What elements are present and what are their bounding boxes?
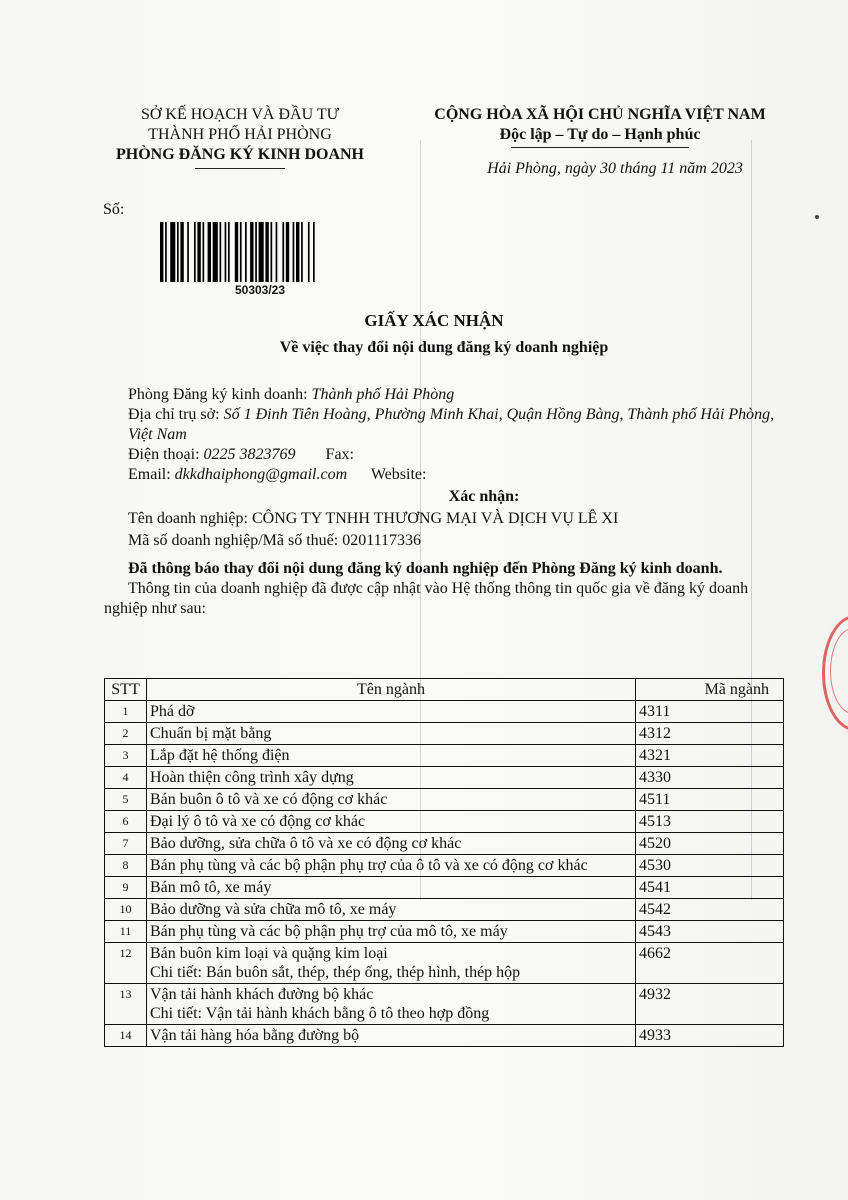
document-subtitle: Về việc thay đổi nội dung đăng ký doanh nghiệp [279, 339, 609, 356]
row-code: 4513 [636, 811, 784, 833]
barcode-bar [180, 222, 183, 282]
confirm-heading: Xác nhận: [448, 488, 520, 505]
company-row [104, 509, 784, 529]
email-value: dkkdhaiphong@gmail.com [174, 466, 348, 483]
row-code: 4311 [636, 701, 784, 723]
row-name-cell [147, 921, 636, 943]
row-name-cell [147, 767, 636, 789]
table-row [105, 745, 784, 767]
table-row [105, 921, 784, 943]
barcode-bar [255, 222, 257, 282]
tax-label: Mã số doanh nghiệp/Mã số thuế: [128, 532, 339, 549]
row-name: Chuẩn bị mặt bằng [150, 725, 272, 742]
barcode-bar [177, 222, 179, 282]
barcode-bar [213, 222, 218, 282]
business-lines-table [104, 678, 784, 1047]
barcode-bar [259, 222, 264, 282]
row-code: 4312 [636, 723, 784, 745]
row-name-cell [147, 1025, 636, 1047]
row-code: 4520 [636, 833, 784, 855]
row-stt: 8 [105, 855, 147, 877]
issue-date: Hải Phòng, ngày 30 tháng 11 năm 2023 [487, 160, 743, 177]
tax-value: 0201117336 [342, 532, 422, 549]
barcode-bar [208, 222, 211, 282]
row-name-cell [147, 701, 636, 723]
fax-label: Fax: [325, 446, 354, 463]
row-name-cell [147, 943, 636, 984]
barcode-bar [228, 222, 230, 282]
barcode-number: 50303/23 [234, 283, 286, 297]
barcode-bar [160, 222, 163, 282]
barcode-bar [296, 222, 299, 282]
header-name: Tên ngành [147, 679, 636, 701]
website-label: Website: [370, 466, 427, 483]
notice-text: Thông tin của doanh nghiệp đã được cập nhật vào Hệ thống thông tin quốc gia về đăng ký doanh nghiệp như sau: [104, 580, 749, 617]
row-name: Lắp đặt hệ thống điện [150, 747, 290, 764]
barcode-bar [265, 222, 268, 282]
barcode-bar [203, 222, 205, 282]
address-label: Địa chỉ trụ sở: [128, 406, 220, 423]
header-code: Mã ngành [636, 679, 784, 701]
office-value: Thành phố Hải Phòng [311, 386, 455, 403]
row-detail: Chi tiết: Vận tải hành khách bằng ô tô theo hợp đồng [150, 1005, 490, 1022]
header-right [415, 105, 785, 148]
row-stt: 5 [105, 789, 147, 811]
table-header-row [105, 679, 784, 701]
barcode [160, 222, 360, 282]
row-stt: 9 [105, 877, 147, 899]
row-code: 4542 [636, 899, 784, 921]
barcode-bar [197, 222, 200, 282]
ministry-line: SỞ KẾ HOẠCH VÀ ĐẦU TƯ [140, 106, 340, 123]
email-row [104, 465, 784, 485]
row-code: 4933 [636, 1025, 784, 1047]
row-name: Vận tải hành khách đường bộ khác [150, 986, 374, 1003]
row-name: Đại lý ô tô và xe có động cơ khác [150, 813, 366, 830]
row-code: 4330 [636, 767, 784, 789]
address-row [104, 405, 784, 445]
row-name-cell [147, 745, 636, 767]
row-code: 4932 [636, 984, 784, 1025]
city-line: THÀNH PHỐ HẢI PHÒNG [148, 126, 332, 143]
table-row [105, 811, 784, 833]
barcode-bar [308, 222, 310, 282]
office-line: PHÒNG ĐĂNG KÝ KINH DOANH [116, 146, 364, 163]
barcode-bar [301, 222, 303, 282]
row-code: 4530 [636, 855, 784, 877]
row-code: 4662 [636, 943, 784, 984]
row-name-cell [147, 984, 636, 1025]
notice-bold: Đã thông báo thay đổi nội dung đăng ký doanh nghiệp đến Phòng Đăng ký kinh doanh. [128, 560, 723, 577]
row-name: Bán buôn kim loại và quặng kim loại [150, 945, 388, 962]
row-stt: 7 [105, 833, 147, 855]
table-row [105, 943, 784, 984]
row-name: Bảo dưỡng, sửa chữa ô tô và xe có động cơ khác [150, 835, 462, 852]
document-body [104, 385, 784, 619]
row-name: Hoàn thiện công trình xây dựng [150, 769, 354, 786]
row-stt: 1 [105, 701, 147, 723]
row-name-cell [147, 899, 636, 921]
table-row [105, 767, 784, 789]
table-row [105, 984, 784, 1025]
table-row [105, 1025, 784, 1047]
row-name: Phá dỡ [150, 703, 195, 720]
barcode-bar [276, 222, 278, 282]
table-row [105, 855, 784, 877]
document-title: GIẤY XÁC NHẬN [364, 311, 504, 330]
row-stt: 14 [105, 1025, 147, 1047]
barcode-bar [220, 222, 222, 282]
row-code: 4321 [636, 745, 784, 767]
row-name-cell [147, 833, 636, 855]
row-name: Bảo dưỡng và sửa chữa mô tô, xe máy [150, 901, 397, 918]
number-label: Số: [103, 201, 125, 218]
row-code: 4541 [636, 877, 784, 899]
row-name: Vận tải hàng hóa bằng đường bộ [150, 1027, 360, 1044]
table-row [105, 701, 784, 723]
company-value: CÔNG TY TNHH THƯƠNG MẠI VÀ DỊCH VỤ LÊ XI [251, 510, 619, 527]
row-code: 4543 [636, 921, 784, 943]
row-name: Bán buôn ô tô và xe có động cơ khác [150, 791, 388, 808]
table-row [105, 833, 784, 855]
barcode-bar [250, 222, 253, 282]
office-label: Phòng Đăng ký kinh doanh: [128, 386, 308, 403]
barcode-bar [225, 222, 227, 282]
barcode-bar [187, 222, 189, 282]
phone-value: 0225 3823769 [203, 446, 296, 463]
barcode-graphic [160, 222, 360, 282]
table-row [105, 899, 784, 921]
table-row [105, 789, 784, 811]
row-code: 4511 [636, 789, 784, 811]
email-label: Email: [128, 466, 171, 483]
barcode-bar [165, 222, 167, 282]
row-stt: 2 [105, 723, 147, 745]
table-row [105, 723, 784, 745]
row-detail: Chi tiết: Bán buôn sắt, thép, thép ống, thép hình, thép hộp [150, 964, 521, 981]
barcode-bar [245, 222, 247, 282]
barcode-bar [286, 222, 289, 282]
header-left-rule [195, 168, 285, 169]
barcode-bar [293, 222, 295, 282]
barcode-bar [282, 222, 284, 282]
row-name: Bán phụ tùng và các bộ phận phụ trợ của ô tô và xe có động cơ khác [150, 857, 588, 874]
row-stt: 3 [105, 745, 147, 767]
barcode-bar [271, 222, 273, 282]
table-row [105, 877, 784, 899]
barcode-bar [240, 222, 242, 282]
barcode-bar [235, 222, 238, 282]
row-name-cell [147, 789, 636, 811]
row-name: Bán phụ tùng và các bộ phận phụ trợ của mô tô, xe máy [150, 923, 508, 940]
row-stt: 4 [105, 767, 147, 789]
header-stt: STT [105, 679, 147, 701]
row-name-cell [147, 877, 636, 899]
row-name-cell [147, 855, 636, 877]
scan-speck [815, 215, 819, 219]
phone-label: Điện thoại: [128, 446, 200, 463]
barcode-bar [313, 222, 315, 282]
row-stt: 6 [105, 811, 147, 833]
republic-line: CỘNG HÒA XÃ HỘI CHỦ NGHĨA VIỆT NAM [434, 106, 766, 123]
row-name-cell [147, 811, 636, 833]
row-stt: 10 [105, 899, 147, 921]
address-value: Số 1 Đinh Tiên Hoàng, Phường Minh Khai, Quận Hồng Bàng, Thành phố Hải Phòng, Việt Nam [128, 406, 775, 443]
barcode-bar [170, 222, 175, 282]
row-stt: 13 [105, 984, 147, 1025]
company-label: Tên doanh nghiệp: [128, 510, 248, 527]
header-right-rule [511, 147, 689, 148]
row-name: Bán mô tô, xe máy [150, 879, 272, 896]
row-stt: 12 [105, 943, 147, 984]
row-name-cell [147, 723, 636, 745]
barcode-bar [194, 222, 196, 282]
row-stt: 11 [105, 921, 147, 943]
motto-line: Độc lập – Tự do – Hạnh phúc [499, 126, 701, 143]
office-row [104, 385, 784, 405]
header-left [100, 105, 380, 169]
phone-row [104, 445, 784, 465]
tax-row [104, 531, 784, 551]
